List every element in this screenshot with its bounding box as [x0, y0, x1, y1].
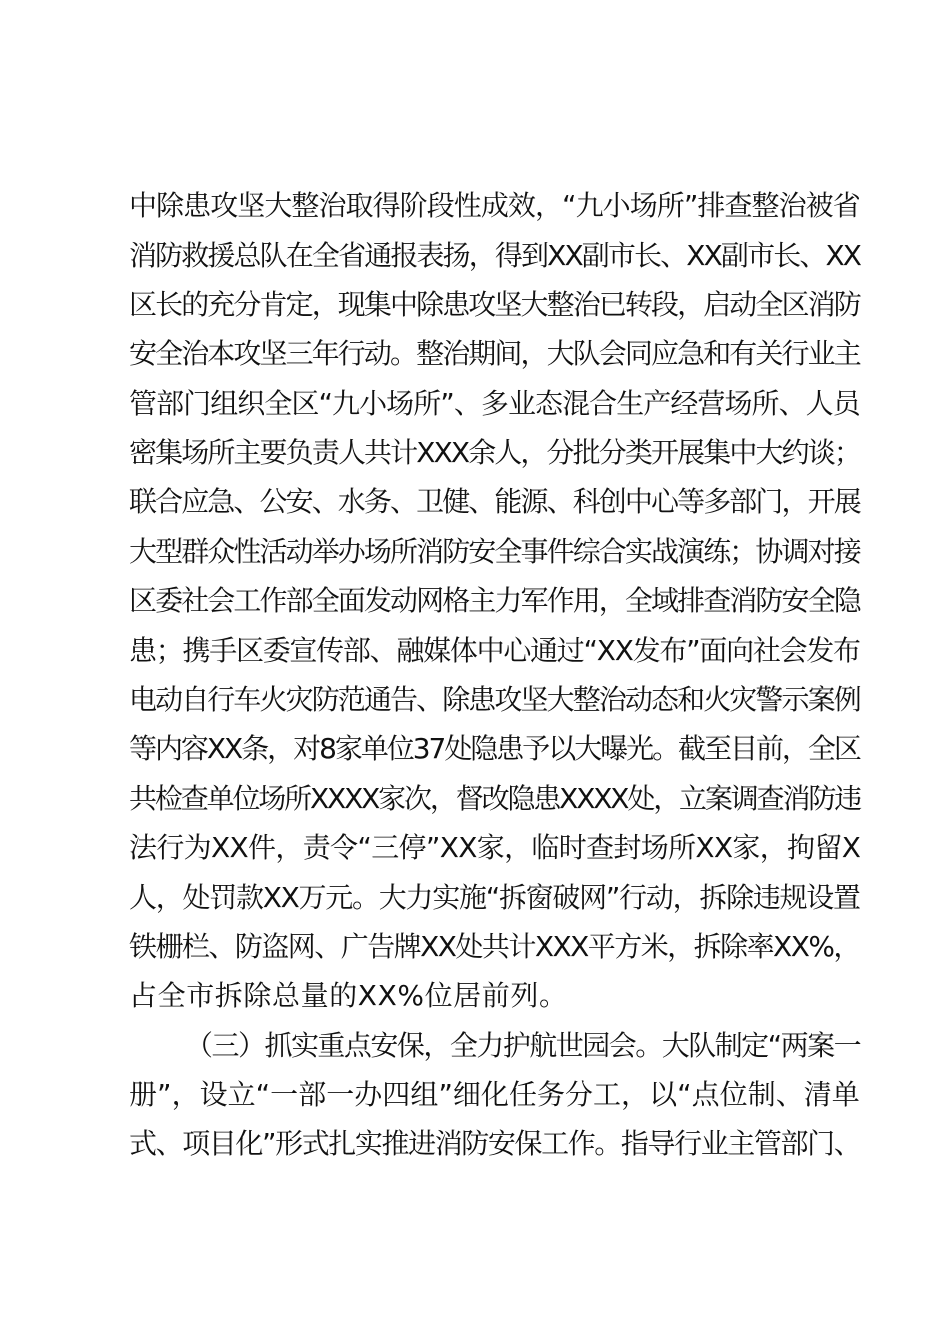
text-line: 区长的充分肯定，现集中除患攻坚大整治已转段，启动全区消防 [129, 288, 860, 321]
text-line: 中除患攻坚大整治取得阶段性成效，“九小场所”排查整治被省 [129, 189, 860, 222]
text-line: 联合应急、公安、水务、卫健、能源、科创中心等多部门，开展 [129, 485, 860, 518]
text-line: 安全治本攻坚三年行动。整治期间，大队会同应急和有关行业主 [129, 337, 860, 370]
text-line: 密集场所主要负责人共计XXX余人，分批分类开展集中大约谈； [129, 436, 860, 469]
text-line: 铁栅栏、防盗网、广告牌XX处共计XXX平方米，拆除率XX%， [129, 930, 860, 963]
text-line: 患；携手区委宣传部、融媒体中心通过“XX发布”面向社会发布 [129, 634, 860, 667]
text-line: 式、项目化”形式扎实推进消防安保工作。指导行业主管部门、 [129, 1127, 861, 1160]
text-line: 人，处罚款XX万元。大力实施“拆窗破网”行动，拆除违规设置 [129, 881, 860, 914]
text-line: 法行为XX件，责令“三停”XX家，临时查封场所XX家，拘留X [129, 831, 861, 864]
text-line: 消防救援总队在全省通报表扬，得到XX副市长、XX副市长、XX [129, 239, 861, 272]
text-line: 共检查单位场所XXXX家次，督改隐患XXXX处，立案调查消防违 [129, 782, 861, 815]
text-line: 区委社会工作部全面发动网格主力军作用，全域排查消防安全隐 [129, 584, 860, 617]
text-line: 管部门组织全区“九小场所”、多业态混合生产经营场所、人员 [129, 387, 860, 420]
text-line: 册”，设立“一部一办四组”细化任务分工，以“点位制、清单 [129, 1078, 860, 1111]
text-line: 大型群众性活动举办场所消防安全事件综合实战演练；协调对接 [129, 535, 860, 568]
section-heading-line: （三）抓实重点安保，全力护航世园会。大队制定“两案一 [185, 1029, 861, 1062]
text-line: 电动自行车火灾防范通告、除患攻坚大整治动态和火灾警示案例 [129, 683, 860, 716]
text-line: 等内容XX条，对8家单位37处隐患予以大曝光。截至目前，全区 [129, 732, 860, 765]
text-line: 占全市拆除总量的XX%位居前列。 [129, 979, 568, 1012]
